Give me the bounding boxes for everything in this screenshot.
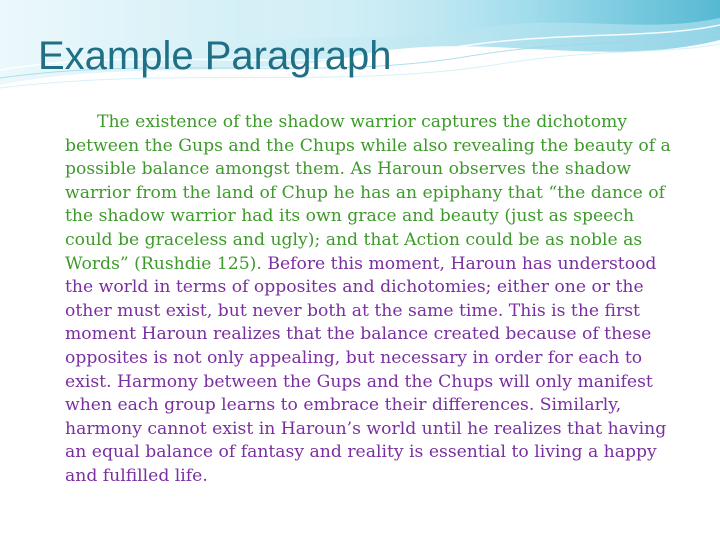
paragraph-green-text: The existence of the shadow warrior captures the dichotomy between the Gups and the Chups while also revealing the beauty of a possible balance amongst them. As Haroun observes the shadow warrior from the land of Chup he has an epiphany that “the dance of the shadow warrior had its own grace and beauty (just as speech could be graceless and ugly); and that Action could be as noble as Words” (Rushdie 125).	[65, 112, 671, 274]
example-paragraph	[65, 111, 675, 489]
paragraph-purple-text: Before this moment, Haroun has understood the world in terms of opposites and dichotomies; either one or the other must exist, but never both at the same time. This is the first moment Haroun realizes that the balance created because of these opposites is not only appealing, but necessary in order for each to exist. Harmony between the Gups and the Chups will only manifest when each group learns to embrace their differences. Similarly, harmony cannot exist in Haroun’s world until he realizes that having an equal balance of fantasy and reality is essential to living a happy and fulfilled life.	[65, 253, 667, 486]
slide-title: Example Paragraph	[38, 34, 392, 78]
